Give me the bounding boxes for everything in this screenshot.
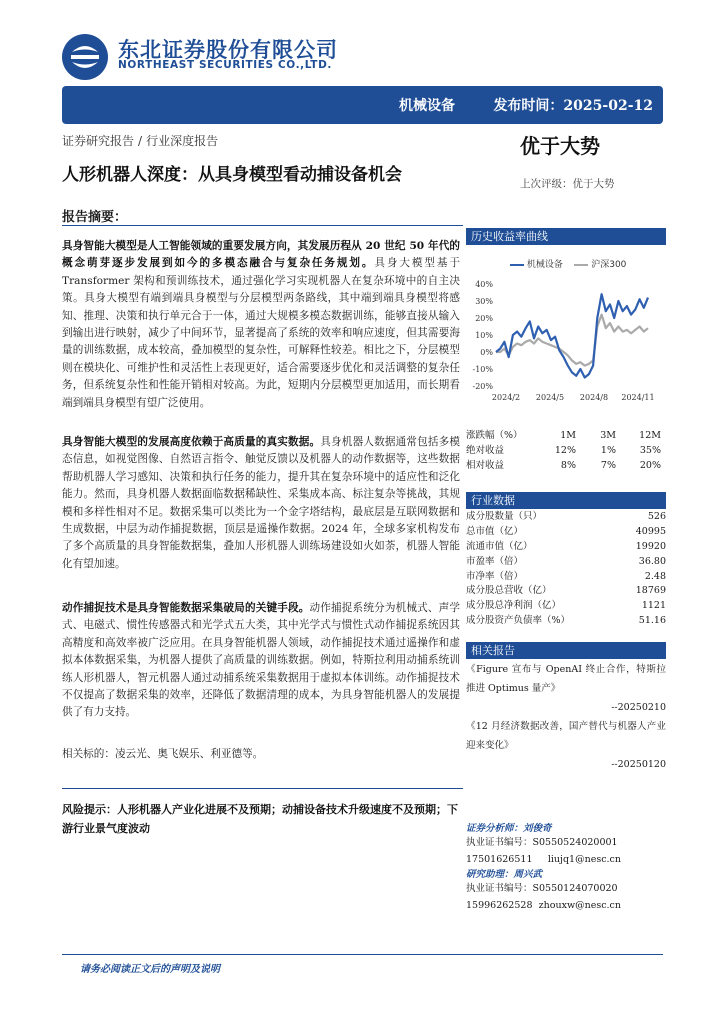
- assistant-cert-row: [466, 880, 666, 897]
- series-line: [496, 294, 648, 377]
- paragraph-text: 具身机器人数据通常包括多模态信息，如视觉图像、自然语言指令、触觉反馈以及机器人的动作数据等，这些数据帮助机器人学习感知、决策和执行任务的能力，提升其在复杂环境中的适应性和泛化能力。然而，具身机器人数据面临数据稀缺性、采集成本高、标注复杂等挑战，其规模和多样性相对不足。数据采集可以类比为一个金字塔结构，最底层是互联网数据和生成数据，中层为动作捕捉数据，顶层是遥操作数据。2024 年，全球多家机构发布了多个高质量的具身智能数据集，叠加人形机器人训练场建设如火如荼，机器人智能化有望加速。: [62, 436, 461, 570]
- table-cell: 总市值（亿）: [466, 525, 524, 537]
- y-tick-label: 30%: [475, 297, 493, 306]
- return-chart: [466, 270, 666, 410]
- risk-warning: 风险提示：人形机器人产业化进展不及预期；动捕设备技术升级速度不及预期；下游行业景气度波动: [62, 803, 458, 835]
- y-tick-label: 0%: [480, 348, 493, 357]
- table-row: [466, 428, 666, 443]
- y-tick-label: 20%: [475, 314, 493, 323]
- header-bar: [62, 86, 663, 124]
- last-rating: 上次评级：优于大势: [520, 178, 615, 190]
- y-tick-label: 10%: [475, 331, 493, 340]
- report-link[interactable]: 《Figure 宣布与 OpenAI 终止合作，特斯拉推进 Optimus 量产》: [466, 664, 666, 694]
- y-tick-label: -10%: [472, 365, 493, 374]
- brand-name-en: NORTHEAST SECURITIES CO.,LTD.: [118, 59, 332, 71]
- table-row: [466, 458, 666, 473]
- summary-paragraph-2: [62, 434, 460, 573]
- table-row: [466, 443, 666, 458]
- y-tick-label: 40%: [475, 280, 493, 289]
- x-tick-label: 2024/2: [491, 393, 521, 402]
- analyst-name: 证券分析师：刘俊奇: [466, 823, 552, 834]
- x-tick-label: 2024/11: [621, 393, 655, 402]
- assistant-contact-row: [466, 897, 666, 914]
- table-cell: 成分股总营收（亿）: [466, 585, 552, 597]
- analyst-cert: 执业证书编号：S0550524020001: [466, 837, 618, 848]
- table-cell: 成分股总净利润（亿）: [466, 600, 562, 612]
- chart-title: 历史收益率曲线: [466, 228, 666, 245]
- table-row: [466, 510, 666, 525]
- breadcrumb-item: 行业深度报告: [146, 134, 219, 148]
- report-date: --20250210: [611, 702, 666, 713]
- publish-date: 发布时间：2025-02-12: [493, 98, 653, 114]
- paragraph-text: 动作捕捉系统分为机械式、声学式、电磁式、惯性传感器式和光学式五大类，其中光学式与惯性式动作捕捉系统因其高精度和高效率被广泛应用。在具身智能机器人领域，动作捕捉技术通过遥操作和虚拟本体数据采集，为机器人提供了高质量的训练数据。例如，特斯拉利用动捕系统训练人形机器人，智元机器人通过动捕系统采集数据用于虚拟本体训练。动作捕捉技术不仅提高了数据采集的效率，还降低了数据清理的成本，为具身智能机器人的发展提供了有力支持。: [62, 602, 461, 719]
- table-cell: 12M: [639, 430, 661, 441]
- table-cell: 成分股数量（只）: [466, 511, 543, 522]
- table-cell: 51.16: [638, 615, 666, 627]
- market-heading: 行业数据: [466, 492, 666, 509]
- table-row: [466, 540, 666, 555]
- analyst-block: [466, 820, 666, 868]
- table-cell: 8%: [560, 460, 576, 471]
- brand-logo-icon: [62, 34, 108, 80]
- table-row: [466, 599, 666, 614]
- table-cell: 12%: [554, 445, 576, 456]
- breadcrumb-item: 证券研究报告: [62, 134, 135, 148]
- sector-label: 机械设备: [399, 98, 455, 114]
- rating: 优于大势: [520, 134, 600, 158]
- summary-divider: [62, 225, 463, 226]
- report-link[interactable]: 《12 月经济数据改善，国产替代与机器人产业迎来变化》: [466, 721, 666, 751]
- table-cell: 涨跌幅（%）: [466, 430, 523, 441]
- legend-item: 沪深300: [591, 260, 627, 270]
- table-cell: 绝对收益: [466, 445, 505, 456]
- table-row: [466, 525, 666, 540]
- paragraph-lead: 动作捕捉技术是具身智能数据采集破局的关键手段。: [62, 602, 310, 614]
- x-tick-label: 2024/5: [535, 393, 565, 402]
- chart-legend: [510, 257, 626, 270]
- market-table: [466, 510, 666, 629]
- table-cell: 3M: [600, 430, 616, 441]
- table-cell: 市盈率（倍）: [466, 555, 524, 567]
- assistant-block: [466, 866, 666, 914]
- page-title: 人形机器人深度：从具身模型看动捕设备机会: [62, 165, 402, 185]
- breadcrumb: 证券研究报告 / 行业深度报告: [62, 134, 219, 148]
- summary-heading: 报告摘要：: [62, 210, 128, 225]
- summary-paragraph-1: [62, 238, 460, 412]
- assistant-cert: 执业证书编号：S0550124070020: [466, 883, 618, 894]
- table-cell: 成分股资产负债率（%）: [466, 615, 571, 627]
- table-cell: 18769: [635, 585, 666, 597]
- table-cell: 1%: [600, 445, 616, 456]
- analyst-email[interactable]: liujq1@nesc.cn: [547, 854, 621, 865]
- table-cell: 526: [647, 511, 666, 522]
- table-row: [466, 570, 666, 585]
- table-cell: 1M: [560, 430, 576, 441]
- summary-paragraph-3: [62, 600, 460, 722]
- related-heading: 相关报告: [466, 642, 666, 659]
- table-cell: 19920: [635, 540, 666, 552]
- table-cell: 相对收益: [466, 460, 505, 471]
- table-row: [466, 614, 666, 629]
- analyst-phone: 17501626511: [466, 854, 533, 865]
- table-row: [466, 555, 666, 570]
- assistant-phone: 15996262528: [466, 900, 533, 911]
- report-date: --20250120: [611, 759, 666, 770]
- table-cell: 40995: [635, 525, 666, 537]
- risk-divider: [62, 788, 463, 789]
- paragraph-lead: 具身智能大模型是人工智能领域的重要发展方向，其发展历程从 20 世纪 50 年代的概念萌芽逐步发展到如今的多模态融合与复杂任务规划。: [62, 240, 460, 270]
- brand-name-cn: 东北证券股份有限公司: [118, 38, 338, 62]
- y-tick-label: -20%: [472, 382, 493, 391]
- analyst-cert-row: [466, 834, 666, 851]
- table-cell: 35%: [639, 445, 661, 456]
- related-reports: [466, 660, 666, 774]
- table-cell: 1121: [641, 600, 666, 612]
- assistant-email[interactable]: zhouxw@nesc.cn: [538, 900, 621, 911]
- paragraph-lead: 具身智能大模型的发展高度依赖于高质量的真实数据。: [62, 436, 321, 448]
- x-tick-label: 2024/8: [579, 393, 609, 402]
- performance-table: [466, 428, 666, 473]
- assistant-name: 研究助理：周兴武: [466, 869, 543, 880]
- footer-divider: [62, 954, 663, 955]
- table-cell: 2.48: [644, 570, 666, 582]
- table-cell: 20%: [639, 460, 661, 471]
- table-cell: 市净率（倍）: [466, 570, 524, 582]
- legend-item: 机械设备: [526, 260, 563, 270]
- paragraph-text: 具身大模型基于 Transformer 架构和预训练技术，通过强化学习实现机器人在复杂环境中的自主决策。具身大模型有端到端具身模型与分层模型两条路线，其中端到端具身模型将感知、推理、决策和执行单元合于一体，通过大规模多模态数据训练，能够直接从输入到输出进行映射，减少了中间环节，显著提高了系统的效率和响应速度，但其需要海量的训练数据，成本较高，叠加模型的复杂性，可解释性较差。相比之下，分层模型则在模块化、可维护性和灵活性上表现更好，适合需要逐步优化和灵活调整的复杂任务，但系统复杂性和性能开销相对较高。为此，短期内分层模型更加适用，而长期看端到端具身模型有望广泛使用。: [62, 257, 460, 409]
- table-row: [466, 584, 666, 599]
- series-line: [496, 315, 648, 366]
- table-cell: 7%: [600, 460, 616, 471]
- table-cell: 36.80: [638, 555, 666, 567]
- footer-disclaimer: 请务必阅读正文后的声明及说明: [80, 964, 220, 975]
- related-stocks: 相关标的：凌云光、奥飞娱乐、利亚德等。: [62, 748, 264, 760]
- table-cell: 流通市值（亿）: [466, 540, 533, 552]
